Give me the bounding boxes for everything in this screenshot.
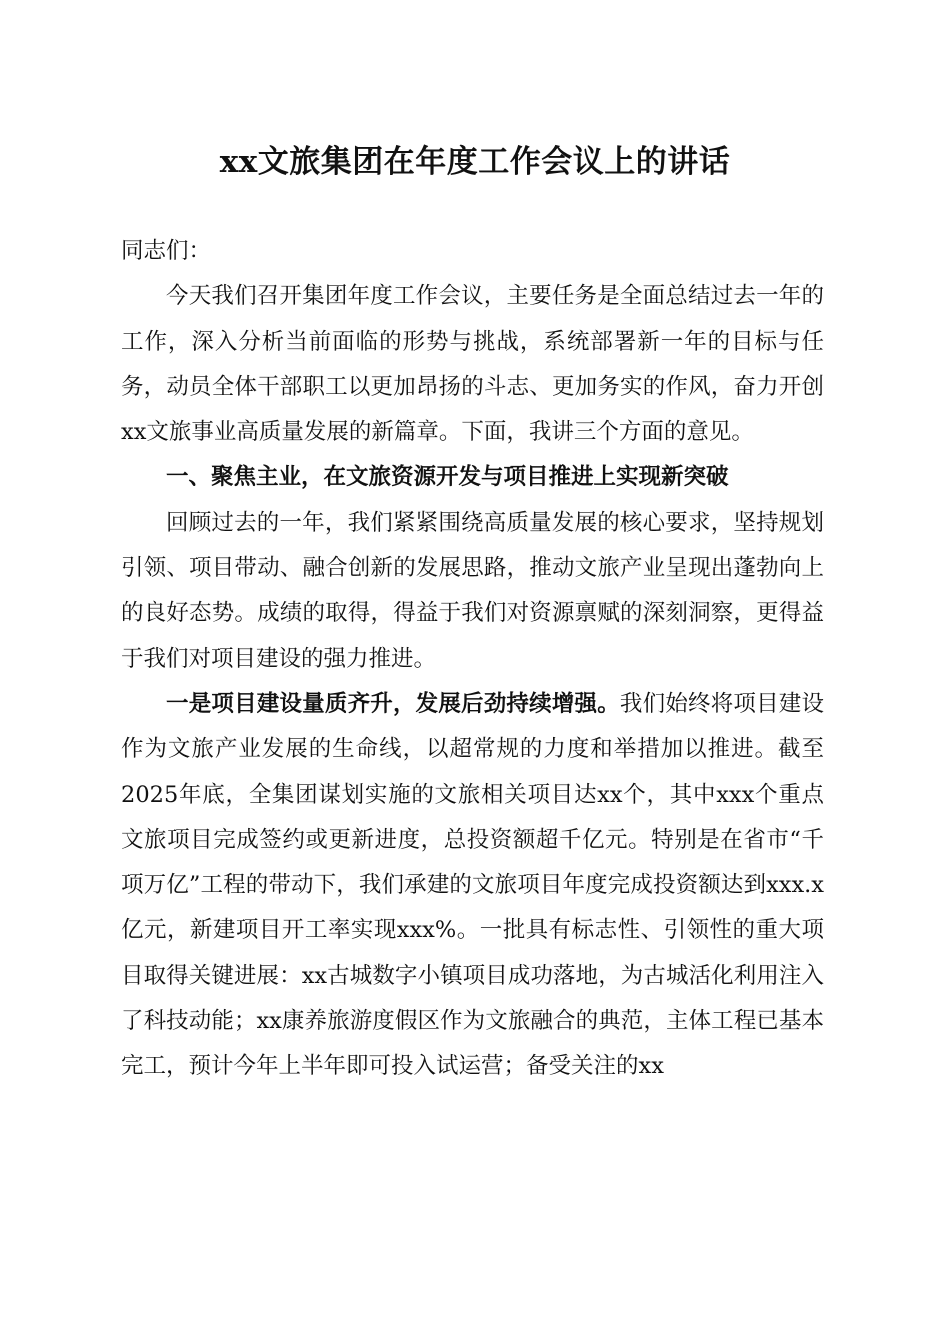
paragraph-body-text: 我们始终将项目建设作为文旅产业发展的生命线，以超常规的力度和举措加以推进。截至2025年底，全集团谋划实施的文旅相关项目达xx个，其中xxx个重点文旅项目完成签约或更新进度，总投资额超千亿元。特别是在省市“千项万亿”工程的带动下，我们承建的文旅项目年度完成投资额达到xxx.x亿元，新建项目开工率实现xxx%。一批具有标志性、引领性的重大项目取得关键进展：xx古城数字小镇项目成功落地，为古城活化利用注入了科技动能；xx康养旅游度假区作为文旅融合的典范，主体工程已基本完工，预计今年上半年即可投入试运营；备受关注的xx: [121, 690, 824, 1080]
paragraph-lead-sentence: 一是项目建设量质齐升，发展后劲持续增强。: [166, 690, 620, 717]
section-heading-1: 一、聚焦主业，在文旅资源开发与项目推进上实现新突破: [166, 464, 729, 491]
section1-paragraph-2: [121, 682, 824, 1090]
document-title: xx文旅集团在年度工作会议上的讲话: [219, 144, 731, 180]
intro-paragraph: 今天我们召开集团年度工作会议，主要任务是全面总结过去一年的工作，深入分析当前面临的形势与挑战，系统部署新一年的目标与任务，动员全体干部职工以更加昂扬的斗志、更加务实的作风，奋力开创xx文旅事业高质量发展的新篇章。下面，我讲三个方面的意见。: [121, 283, 824, 446]
document-body: [121, 229, 824, 1090]
section1-paragraph-1: 回顾过去的一年，我们紧紧围绕高质量发展的核心要求，坚持规划引领、项目带动、融合创新的发展思路，推动文旅产业呈现出蓬勃向上的良好态势。成绩的取得，得益于我们对资源禀赋的深刻洞察，更得益于我们对项目建设的强力推进。: [121, 509, 824, 672]
salutation: 同志们：: [121, 238, 212, 264]
